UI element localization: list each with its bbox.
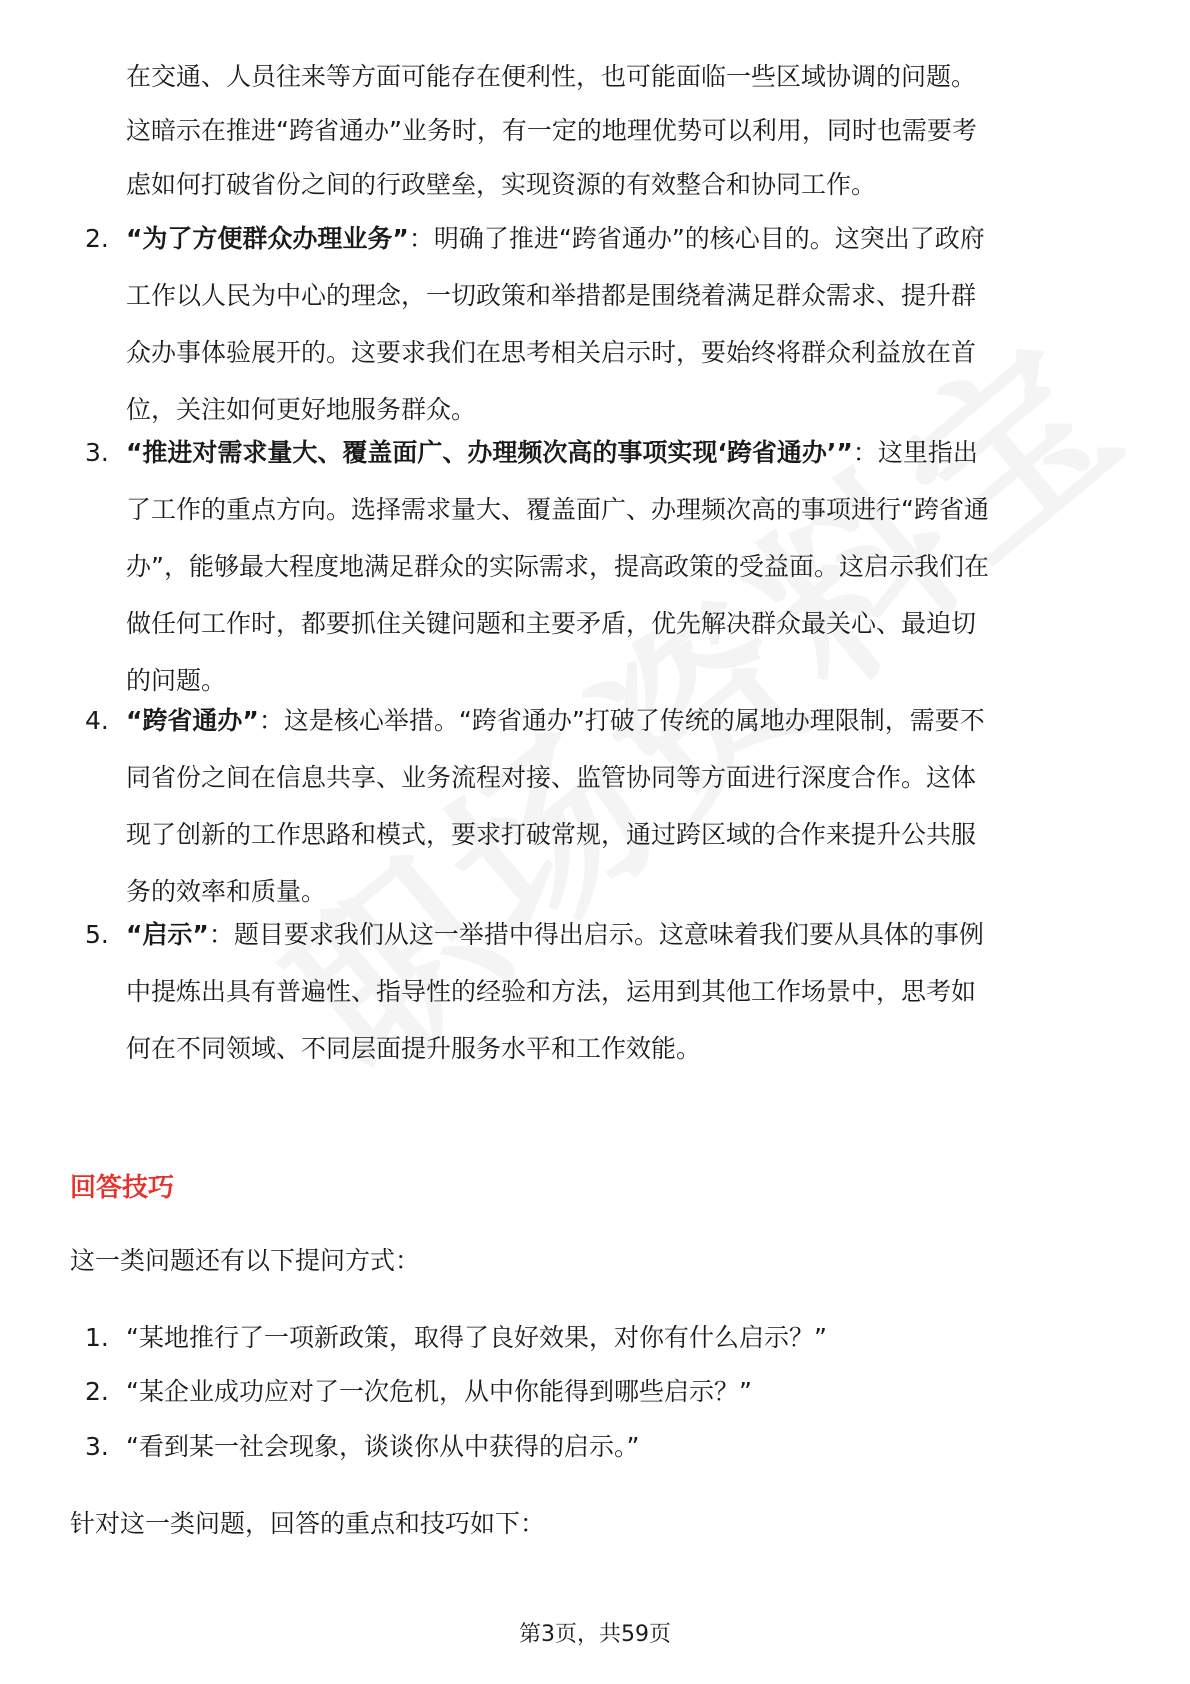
item-line: 位，关注如何更好地服务群众。: [126, 395, 477, 424]
item-line: 了工作的重点方向。选择需求量大、覆盖面广、办理频次高的事项进行“跨省通: [126, 495, 989, 524]
item-line: 同省份之间在信息共享、业务流程对接、监管协同等方面进行深度合作。这体: [126, 763, 977, 792]
list-item: [126, 692, 1116, 920]
item-keyword: “推进对需求量大、覆盖面广、办理频次高的事项实现‘跨省通办’”: [126, 438, 853, 467]
item-line: 中提炼出具有普遍性、指导性的经验和方法，运用到其他工作场景中，思考如: [126, 977, 977, 1006]
intro-line: 虑如何打破省份之间的行政壁垒，实现资源的有效整合和协同工作。: [126, 170, 877, 199]
intro-line: 这暗示在推进“跨省通办”业务时，有一定的地理优势可以利用，同时也需要考: [126, 116, 977, 145]
question-item: “某企业成功应对了一次危机，从中你能得到哪些启示？”: [126, 1377, 752, 1406]
item-line: 众办事体验展开的。这要求我们在思考相关启示时，要始终将群众利益放在首: [126, 338, 977, 367]
item-text: ：题目要求我们从这一举措中得出启示。这意味着我们要从具体的事例: [208, 920, 984, 949]
item-keyword: “为了方便群众办理业务”: [126, 224, 409, 253]
list-item: [126, 906, 1116, 1077]
paragraph: 这一类问题还有以下提问方式：: [70, 1246, 421, 1275]
item-keyword: “跨省通办”: [126, 706, 259, 735]
list-number: 2.: [85, 1377, 109, 1406]
list-number: 1.: [85, 1323, 109, 1352]
item-line: 做任何工作时，都要抓住关键问题和主要矛盾，优先解决群众最关心、最迫切: [126, 609, 977, 638]
item-line: 工作以人民为中心的理念，一切政策和举措都是围绕着满足群众需求、提升群: [126, 281, 977, 310]
item-line: 的问题。: [126, 666, 227, 695]
list-item: [126, 210, 1116, 438]
paragraph: 针对这一类问题，回答的重点和技巧如下：: [70, 1509, 546, 1538]
question-item: “某地推行了一项新政策，取得了良好效果，对你有什么启示？”: [126, 1323, 827, 1352]
section-title: 回答技巧: [70, 1173, 175, 1203]
page-footer: 第3页，共59页: [519, 1622, 671, 1647]
list-number: 2.: [85, 224, 109, 253]
intro-line: 在交通、人员往来等方面可能存在便利性，也可能面临一些区域协调的问题。: [126, 62, 977, 91]
item-line: 何在不同领域、不同层面提升服务水平和工作效能。: [126, 1034, 702, 1063]
list-number: 5.: [85, 920, 109, 949]
list-number: 3.: [85, 1432, 109, 1461]
item-line: 务的效率和质量。: [126, 877, 327, 906]
item-text: ：明确了推进“跨省通办”的核心目的。这突出了政府: [408, 224, 985, 253]
item-line: 办”，能够最大程度地满足群众的实际需求，提高政策的受益面。这启示我们在: [126, 552, 989, 581]
question-item: “看到某一社会现象，谈谈你从中获得的启示。”: [126, 1432, 640, 1461]
list-number: 3.: [85, 438, 109, 467]
item-line: 现了创新的工作思路和模式，要求打破常规，通过跨区域的合作来提升公共服: [126, 820, 977, 849]
list-item: [126, 424, 1116, 709]
list-number: 4.: [85, 706, 109, 735]
item-text: ：这是核心举措。“跨省通办”打破了传统的属地办理限制，需要不: [258, 706, 985, 735]
item-keyword: “启示”: [126, 920, 209, 949]
item-text: ：这里指出: [852, 438, 978, 467]
